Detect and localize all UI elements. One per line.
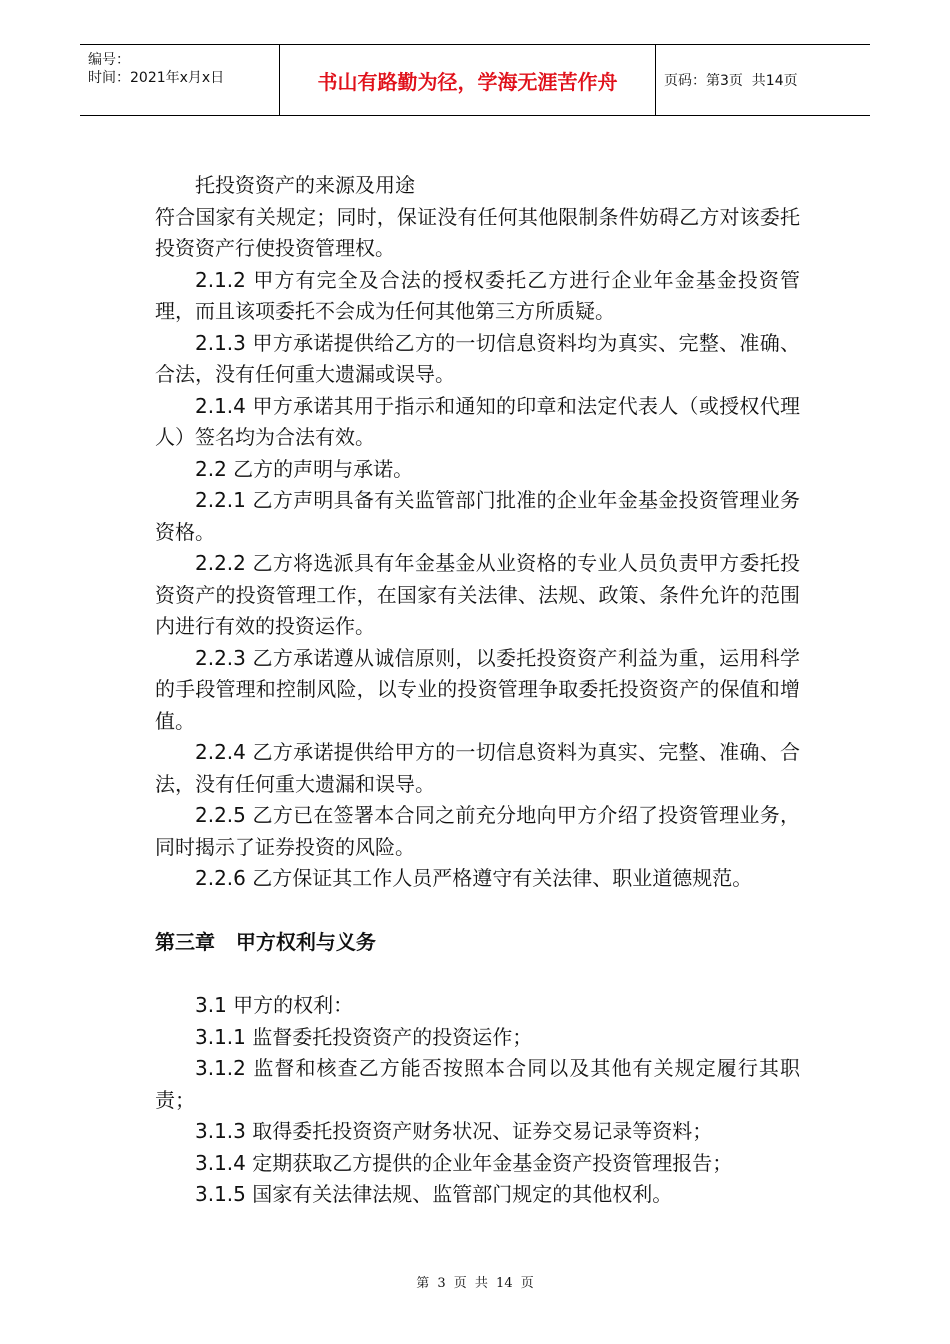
clause-text: 取得委托投资资产财务状况、证券交易记录等资料；: [245, 1119, 713, 1143]
clause-2-2-3: [155, 643, 800, 738]
clause-text: 乙方已在签署本合同之前充分地向甲方介绍了投资管理业务，同时揭示了证券投资的风险。: [155, 803, 800, 859]
clause-number: 2.2.3: [195, 645, 246, 670]
clause-number: 2.1.2: [195, 267, 246, 292]
paragraph: 托投资资产的来源及用途: [195, 173, 415, 197]
clause-text: 监督委托投资资产的投资运作；: [245, 1024, 533, 1049]
clause-text: 监督和核查乙方能否按照本合同以及其他有关规定履行其职责；: [155, 1056, 800, 1112]
clause-number: 2.2.6: [195, 866, 246, 890]
page-header: [80, 44, 870, 116]
document-time-label: 时间：2021年x月x日: [88, 70, 225, 86]
paragraph: 符合国家有关规定；同时，保证没有任何其他限制条件妨碍乙方对该委托投资资产行使投资管理权。: [155, 204, 800, 260]
clause-text: 乙方的声明与承诺。: [226, 456, 414, 481]
clause-2-2-1: [155, 485, 800, 548]
clause-2-2-6: [155, 863, 800, 895]
document-number-label: 编号：: [88, 52, 130, 68]
clause-number: 3.1.2: [195, 1056, 246, 1080]
clause-text: 甲方的权利：: [226, 993, 354, 1017]
clause-3-1-1: [155, 1022, 800, 1054]
clause-number: 2.1.3: [195, 330, 246, 355]
clause-number: 2.2: [195, 456, 227, 481]
clause-2-2-4: [155, 737, 800, 800]
clause-number: 3.1.1: [195, 1024, 246, 1049]
page-footer: 第 3 页 共 14 页: [416, 1276, 534, 1291]
header-meta: [80, 45, 280, 115]
clause-2-2: [155, 454, 800, 486]
clause-2-1-4: [155, 391, 800, 454]
clause-text: 甲方承诺其用于指示和通知的印章和法定代表人（或授权代理人）签名均为合法有效。: [155, 393, 800, 449]
clause-text: 乙方将选派具有年金基金从业资格的专业人员负责甲方委托投资资产的投资管理工作，在国家有关法律、法规、政策、条件允许的范围内进行有效的投资运作。: [155, 551, 800, 638]
clause-3-1-3: [155, 1116, 800, 1148]
clause-2-1-3: [155, 328, 800, 391]
clause-number: 3.1.3: [195, 1119, 246, 1143]
clause-number: 2.2.4: [195, 740, 246, 764]
header-motto: 书山有路勤为径，学海无涯苦作舟: [280, 45, 656, 115]
clause-text: 定期获取乙方提供的企业年金基金资产投资管理报告；: [245, 1150, 733, 1175]
clause-number: 2.2.2: [195, 551, 246, 575]
clause-2-1-2: [155, 265, 800, 328]
clause-text: 甲方有完全及合法的授权委托乙方进行企业年金基金投资管理，而且该项委托不会成为任何其他第三方所质疑。: [155, 267, 800, 323]
clause-text: 国家有关法律法规、监管部门规定的其他权利。: [245, 1182, 673, 1206]
clause-3-1-5: [155, 1179, 800, 1211]
document-body: [155, 170, 800, 1211]
chapter-heading: 第三章 甲方权利与义务: [155, 929, 376, 954]
clause-number: 3.1.4: [195, 1150, 246, 1175]
clause-number: 2.2.1: [195, 488, 246, 512]
clause-text: 甲方承诺提供给乙方的一切信息资料均为真实、完整、准确、合法，没有任何重大遗漏或误导。: [155, 330, 800, 386]
clause-number: 3.1: [195, 993, 227, 1017]
clause-2-2-5: [155, 800, 800, 863]
clause-text: 乙方声明具备有关监管部门批准的企业年金基金投资管理业务资格。: [155, 488, 800, 544]
clause-3-1-4: [155, 1148, 800, 1180]
clause-text: 乙方承诺遵从诚信原则，以委托投资资产利益为重，运用科学的手段管理和控制风险，以专业的投资管理争取委托投资资产的保值和增值。: [155, 645, 800, 733]
clause-3-1: [155, 990, 800, 1022]
clause-text: 乙方保证其工作人员严格遵守有关法律、职业道德规范。: [245, 866, 753, 890]
clause-number: 2.2.5: [195, 803, 246, 827]
header-page-info: 页码：第3页 共14页: [664, 73, 798, 89]
clause-number: 2.1.4: [195, 393, 246, 418]
clause-2-2-2: [155, 548, 800, 643]
clause-3-1-2: [155, 1053, 800, 1116]
clause-text: 乙方承诺提供给甲方的一切信息资料为真实、完整、准确、合法，没有任何重大遗漏和误导。: [155, 740, 800, 796]
clause-number: 3.1.5: [195, 1182, 246, 1206]
